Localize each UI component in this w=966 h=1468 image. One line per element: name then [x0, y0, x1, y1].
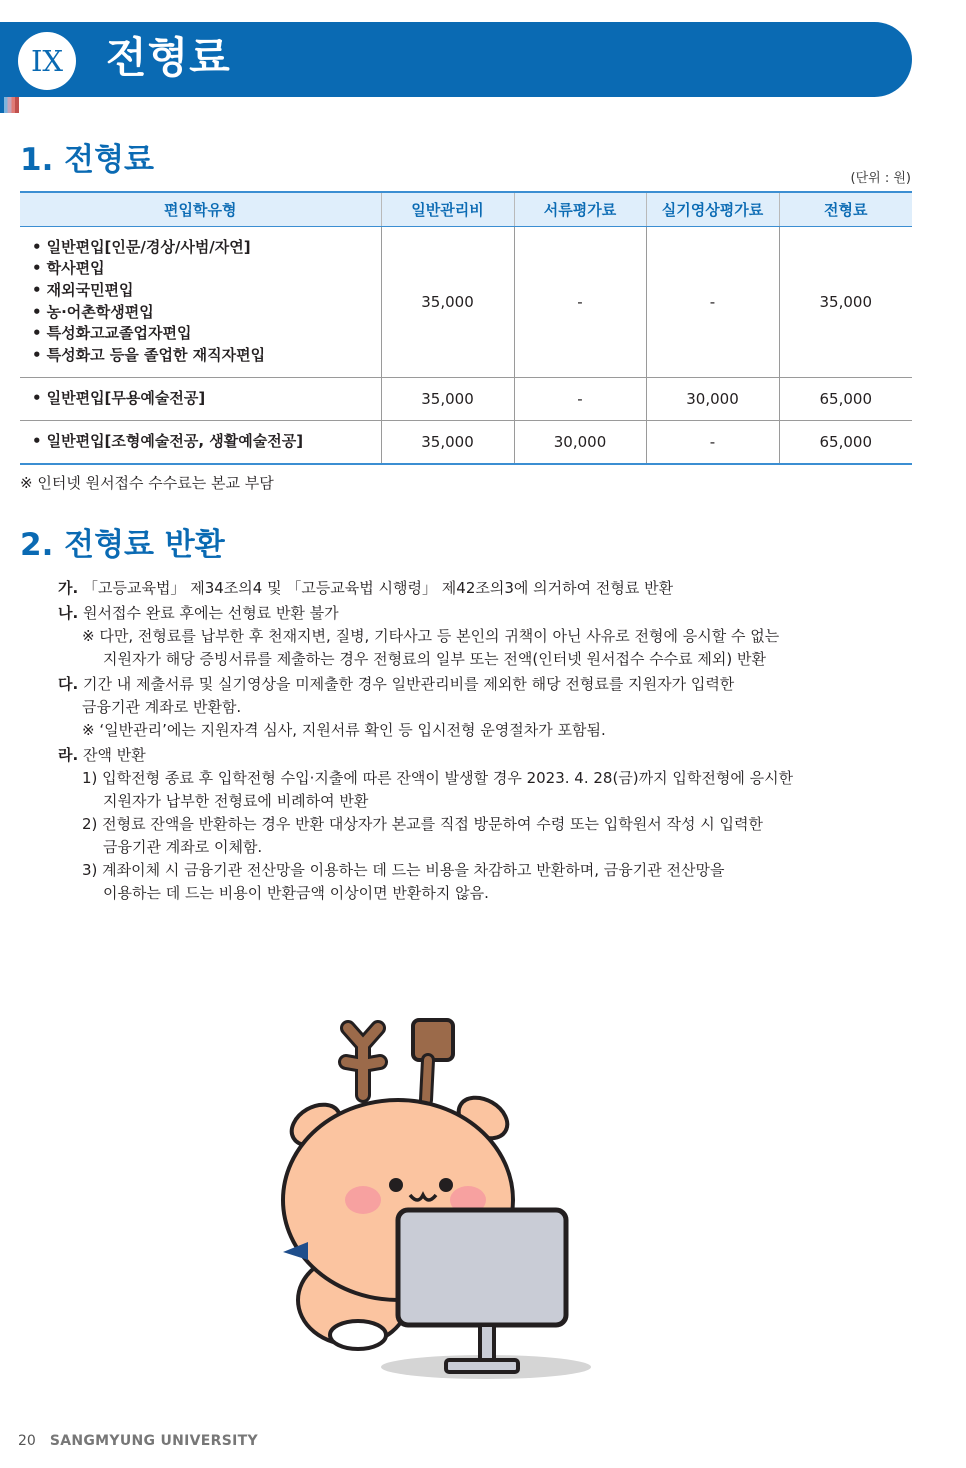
header-total: 전형료 [779, 192, 912, 226]
table-row [20, 377, 912, 420]
practical-fee-cell: 30,000 [646, 377, 779, 420]
sub-item-2: 2) 전형료 잔액을 반환하는 경우 반환 대상자가 본교를 직접 방문하여 수령 또는 입학원서 작성 시 입력한 [82, 815, 764, 833]
item-label: 라. [58, 746, 79, 764]
item-note: ※ 다만, 전형료를 납부한 후 천재지변, 질병, 기타사고 등 본인의 귀책이 아닌 사유로 전형에 응시할 수 없는 [82, 627, 780, 645]
item-text: 「고등교육법」 제34조의4 및 「고등교육법 시행령」 제42조의3에 의거하여 전형료 반환 [82, 579, 674, 597]
sub-item-3-cont: 이용하는 데 드는 비용이 반환금액 이상이면 반환하지 않음. [103, 884, 489, 902]
fee-note: ※ 인터넷 원서접수 수수료는 본교 부담 [20, 474, 274, 492]
section2-title: 2. 전형료 반환 [20, 527, 225, 563]
chapter-number-badge: IX [18, 32, 76, 90]
type-item: • 일반편입[인문/경상/사범/자연] [32, 237, 381, 259]
item-note: ※ ‘일반관리’에는 지원자격 심사, 지원서류 확인 등 입시전형 운영절차가 포함됨. [82, 721, 606, 739]
unit-label: (단위 : 원) [850, 171, 911, 186]
item-text: 잔액 반환 [82, 746, 146, 764]
color-accent-mark [0, 97, 19, 113]
type-item: • 재외국민편입 [32, 280, 381, 302]
type-item: • 학사편입 [32, 258, 381, 280]
type-item: • 농·어촌학생편입 [32, 302, 381, 324]
refund-item-ra [58, 744, 858, 905]
general-fee-cell: 35,000 [381, 226, 514, 377]
header-type: 편입학유형 [20, 192, 381, 226]
item-label: 다. [58, 675, 79, 693]
type-item: • 특성화고교졸업자편입 [32, 323, 381, 345]
document-fee-cell: - [514, 377, 646, 420]
total-fee-cell: 65,000 [779, 420, 912, 464]
item-text: 원서접수 완료 후에는 선형료 반환 불가 [82, 604, 339, 622]
total-fee-cell: 65,000 [779, 377, 912, 420]
sub-item-1-cont: 지원자가 납부한 전형료에 비례하여 반환 [103, 792, 369, 810]
type-item: • 일반편입[무용예술전공] [32, 388, 381, 410]
header-general: 일반관리비 [381, 192, 514, 226]
fee-table [20, 191, 912, 465]
type-item: • 특성화고 등을 졸업한 재직자편입 [32, 345, 381, 367]
total-fee-cell: 35,000 [779, 226, 912, 377]
sub-item-1: 1) 입학전형 종료 후 입학전형 수입·지출에 따른 잔액이 발생할 경우 2023. 4. 28(금)까지 입학전형에 응시한 [82, 769, 794, 787]
sub-item-3: 3) 계좌이체 시 금융기관 전산망을 이용하는 데 드는 비용을 차감하고 반환하며, 금융기관 전산망을 [82, 861, 725, 879]
refund-item-da [58, 673, 858, 742]
type-cell [20, 226, 381, 377]
section1-title: 1. 전형료 [20, 142, 154, 178]
table-row [20, 226, 912, 377]
header-document: 서류평가료 [514, 192, 646, 226]
deer-mascot-illustration [268, 990, 598, 1390]
item-text-cont: 금융기관 계좌로 반환함. [82, 698, 242, 716]
general-fee-cell: 35,000 [381, 420, 514, 464]
document-fee-cell: 30,000 [514, 420, 646, 464]
refund-list [58, 577, 858, 907]
table-row [20, 420, 912, 464]
general-fee-cell: 35,000 [381, 377, 514, 420]
type-cell [20, 377, 381, 420]
university-name: SANGMYUNG UNIVERSITY [49, 1433, 258, 1449]
item-text: 기간 내 제출서류 및 실기영상을 미제출한 경우 일반관리비를 제외한 해당 전형료를 지원자가 입력한 [82, 675, 735, 693]
practical-fee-cell: - [646, 420, 779, 464]
chapter-title: 전형료 [106, 33, 231, 82]
page-number: 20 [18, 1433, 36, 1449]
item-label: 나. [58, 604, 79, 622]
type-item: • 일반편입[조형예술전공, 생활예술전공] [32, 431, 381, 453]
item-label: 가. [58, 579, 79, 597]
refund-item-na [58, 602, 858, 671]
item-note-cont: 지원자가 해당 증빙서류를 제출하는 경우 전형료의 일부 또는 전액(인터넷 원서접수 수수료 제외) 반환 [103, 650, 767, 668]
sub-item-2-cont: 금융기관 계좌로 이체함. [103, 838, 263, 856]
practical-fee-cell: - [646, 226, 779, 377]
header-practical: 실기영상평가료 [646, 192, 779, 226]
page-footer [18, 1433, 258, 1449]
fee-table-header [20, 192, 912, 226]
refund-item-ga [58, 577, 858, 600]
type-cell [20, 420, 381, 464]
document-fee-cell: - [514, 226, 646, 377]
